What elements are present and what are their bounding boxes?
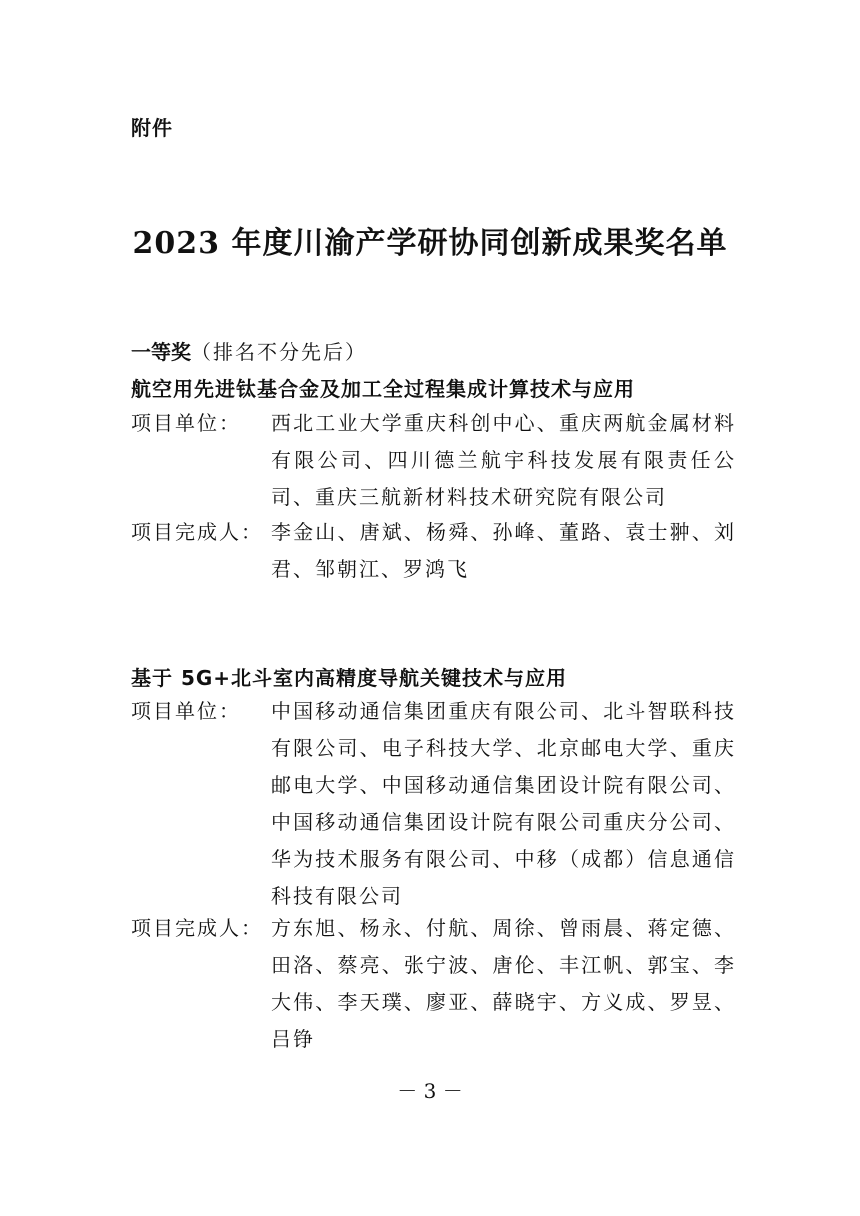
attachment-label: 附件: [131, 116, 173, 140]
project-units-value: 中国移动通信集团重庆有限公司、北斗智联科技有限公司、电子科技大学、北京邮电大学、重庆邮电大学、中国移动通信集团设计院有限公司、中国移动通信集团设计院有限公司重庆分公司、华为技术服务有限公司、中移（成都）信息通信科技有限公司: [271, 699, 736, 908]
project-units-label: 项目单位：: [131, 411, 241, 435]
document-title: 2023 年度川渝产学研协同创新成果奖名单: [132, 226, 728, 261]
project-people-label: 项目完成人：: [131, 916, 263, 940]
project-units-label: 项目单位：: [131, 699, 241, 723]
project-title: 基于 5G+北斗室内高精度导航关键技术与应用: [131, 666, 568, 690]
award-level-note: （排名不分先后）: [191, 340, 367, 364]
page-number: － 3 －: [397, 1079, 463, 1103]
project-people-label: 项目完成人：: [131, 520, 263, 544]
project-people-value: 方东旭、杨永、付航、周徐、曾雨晨、蒋定德、田洛、蔡亮、张宁波、唐伦、丰江帆、郭宝、李大伟、李天璞、廖亚、薛晓宇、方义成、罗昱、吕铮: [271, 916, 736, 1051]
project-title: 航空用先进钛基合金及加工全过程集成计算技术与应用: [131, 377, 635, 401]
award-level-heading: [131, 336, 367, 365]
award-level-name: 一等奖: [131, 340, 191, 364]
project-units-value: 西北工业大学重庆科创中心、重庆两航金属材料有限公司、四川德兰航宇科技发展有限责任公司、重庆三航新材料技术研究院有限公司: [271, 411, 736, 509]
project-people-value: 李金山、唐斌、杨舜、孙峰、董路、袁士翀、刘君、邹朝江、罗鸿飞: [271, 520, 736, 581]
